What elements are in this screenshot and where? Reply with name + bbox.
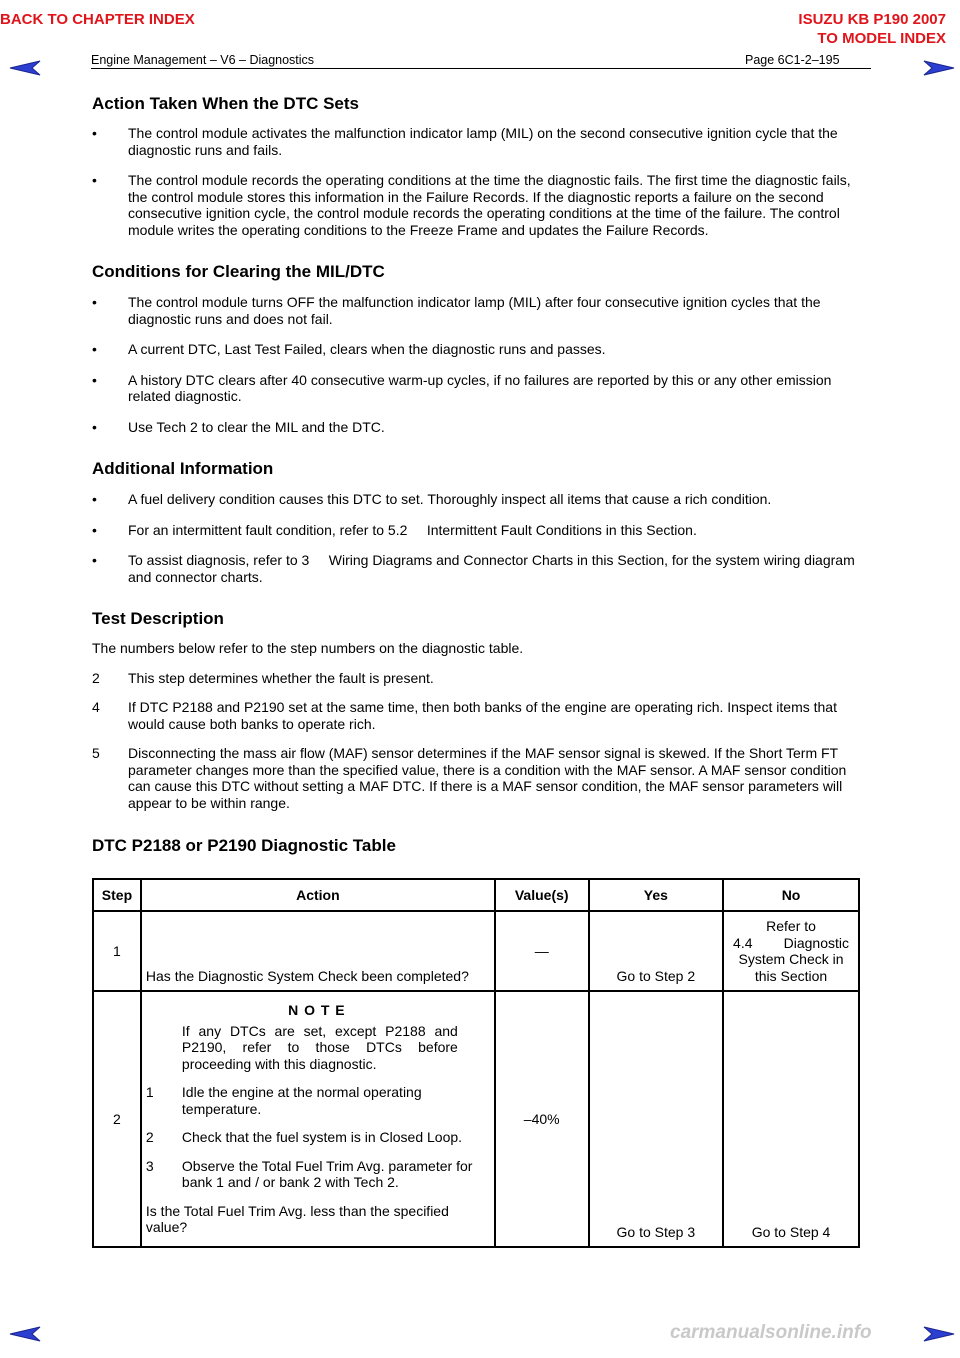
test-description-intro: The numbers below refer to the step numbers on the diagnostic table. bbox=[92, 640, 524, 656]
table-row bbox=[93, 911, 859, 991]
table-heading: DTC P2188 or P2190 Diagnostic Table bbox=[92, 836, 396, 855]
bullet-item: • Use Tech 2 to clear the MIL and the DTC. bbox=[92, 418, 385, 435]
back-to-chapter-index-link[interactable]: BACK TO CHAPTER INDEX bbox=[0, 11, 195, 28]
to-model-index-link[interactable]: TO MODEL INDEX bbox=[817, 30, 946, 47]
table-row bbox=[93, 991, 859, 1247]
bullet-item: • For an intermittent fault condition, refer to 5.2 Intermittent Fault Conditions in this Section. bbox=[92, 521, 697, 538]
action-step: 3 Observe the Total Fuel Trim Avg. parameter for bank 1 and / or bank 2 with Tech 2. bbox=[145, 1157, 473, 1190]
note-text: If any DTCs are set, except P2188 and P2190, refer to those DTCs before proceeding with this diagnostic. bbox=[181, 1022, 458, 1072]
header-page-number: Page 6C1-2–195 bbox=[745, 53, 840, 67]
value-cell: –40% bbox=[495, 991, 589, 1247]
column-header-step: Step bbox=[93, 879, 141, 911]
test-description-item: 4 If DTC P2188 and P2190 set at the same time, then both banks of the engine are operating rich. Inspect items that would cause both banks to operate rich. bbox=[92, 699, 837, 732]
column-header-no: No bbox=[723, 879, 859, 911]
action-cell bbox=[141, 991, 495, 1247]
value-cell: — bbox=[495, 911, 589, 991]
action-question: Is the Total Fuel Trim Avg. less than the specified value? bbox=[145, 1202, 449, 1235]
section-heading-additional: Additional Information bbox=[92, 459, 274, 478]
bullet-item: • The control module activates the malfunction indicator lamp (MIL) on the second consecutive ignition cycle that the diagnostic runs and fails. bbox=[92, 125, 838, 158]
bullet-item: • The control module turns OFF the malfunction indicator lamp (MIL) after four consecutive ignition cycles that the diagnostic runs and does not fail. bbox=[92, 294, 821, 327]
no-cell-line: System Check in bbox=[738, 951, 844, 967]
column-header-values: Value(s) bbox=[495, 879, 589, 911]
table-header-row bbox=[93, 879, 859, 911]
section-heading-clearing: Conditions for Clearing the MIL/DTC bbox=[92, 262, 385, 281]
note-title: N O T E bbox=[288, 1002, 346, 1018]
yes-cell: Go to Step 2 bbox=[589, 911, 723, 991]
action-step: 2 Check that the fuel system is in Closed Loop. bbox=[145, 1129, 463, 1145]
diagnostic-table bbox=[92, 878, 860, 1248]
bullet-item: • To assist diagnosis, refer to 3 Wiring Diagrams and Connector Charts in this Section, for the system wiring diagram and connector charts. bbox=[92, 552, 859, 585]
test-description-item: 5 Disconnecting the mass air flow (MAF) sensor determines if the MAF sensor signal is skewed. If the Short Term FT parameter changes more than the specified value, there is a condition with the MAF sensor. A MAF sensor condition can cause this DTC without setting a MAF DTC. If there is a MAF sensor condition, the MAF sensor parameters will appear to be within range. bbox=[92, 745, 847, 811]
section-heading-test-description: Test Description bbox=[92, 609, 224, 628]
header-section-title: Engine Management – V6 – Diagnostics bbox=[91, 53, 315, 67]
step-cell: 2 bbox=[93, 991, 141, 1247]
model-title-link[interactable]: ISUZU KB P190 2007 bbox=[798, 11, 946, 28]
test-description-item: 2 This step determines whether the fault is present. bbox=[92, 669, 434, 686]
next-page-bottom-arrow-icon[interactable] bbox=[922, 1326, 956, 1342]
no-cell-line: this Section bbox=[754, 967, 828, 984]
no-cell-line: 4.4 Diagnostic bbox=[733, 934, 849, 951]
no-cell-line: Refer to bbox=[766, 918, 816, 934]
no-cell: Go to Step 4 bbox=[723, 991, 859, 1247]
no-cell bbox=[723, 911, 859, 991]
footer-watermark: carmanualsonline.info bbox=[670, 1322, 872, 1343]
step-cell: 1 bbox=[93, 911, 141, 991]
previous-page-bottom-arrow-icon[interactable] bbox=[8, 1326, 42, 1342]
previous-page-arrow-icon[interactable] bbox=[8, 60, 42, 76]
action-step: 1 Idle the engine at the normal operating temperature. bbox=[145, 1084, 422, 1117]
action-cell: Has the Diagnostic System Check been completed? bbox=[141, 911, 495, 991]
column-header-action: Action bbox=[141, 879, 495, 911]
bullet-item: • A history DTC clears after 40 consecutive warm-up cycles, if no failures are reported by this or any other emission related diagnostic. bbox=[92, 371, 832, 404]
next-page-arrow-icon[interactable] bbox=[922, 60, 956, 76]
column-header-yes: Yes bbox=[589, 879, 723, 911]
bullet-item: • A current DTC, Last Test Failed, clears when the diagnostic runs and passes. bbox=[92, 341, 606, 357]
document-body bbox=[92, 90, 872, 856]
header-rule bbox=[91, 68, 871, 69]
yes-cell: Go to Step 3 bbox=[589, 991, 723, 1247]
section-heading-action: Action Taken When the DTC Sets bbox=[92, 94, 359, 113]
bullet-item: • A fuel delivery condition causes this DTC to set. Thoroughly inspect all items that cause a rich condition. bbox=[92, 491, 772, 507]
bullet-item: • The control module records the operating conditions at the time the diagnostic fails. The first time the diagnostic fails, the control module stores this information in the Failure Records. If the diagnostic reports a failure on the second consecutive ignition cycle, the control module records the operating conditions at the time of the failure. The control module writes the operating conditions to the Freeze Frame and updates the Failure Records. bbox=[92, 172, 851, 238]
